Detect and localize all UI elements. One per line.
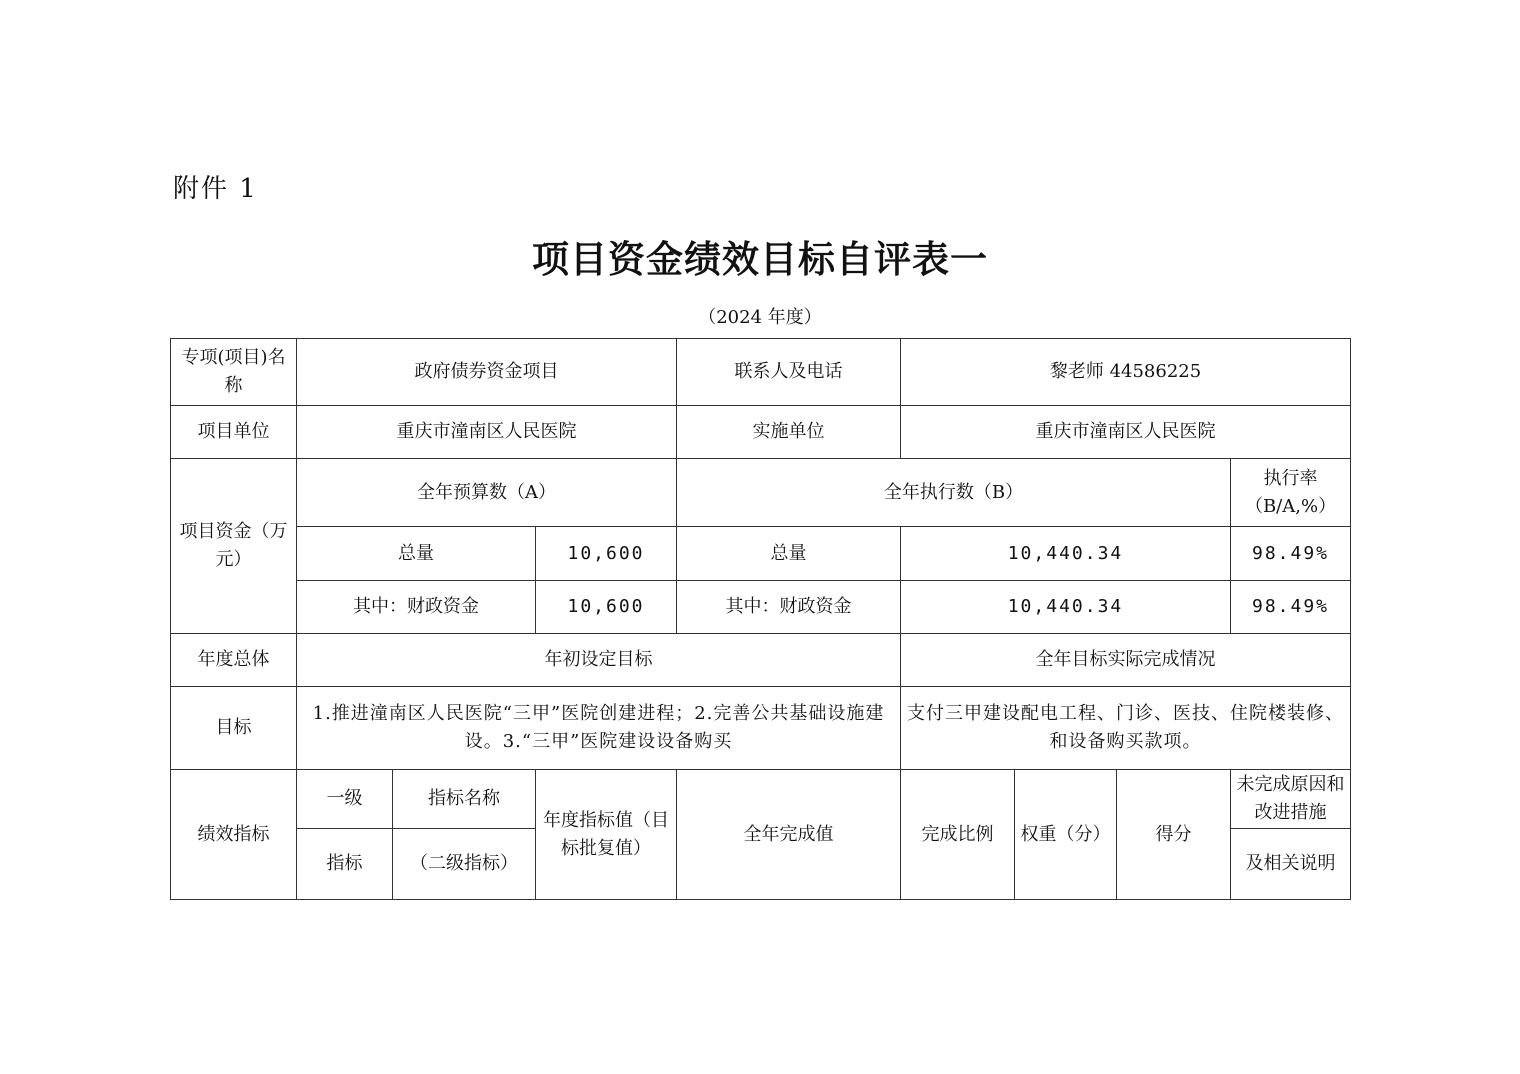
total-rate: 98.49% — [1231, 527, 1351, 581]
actual-text: 支付三甲建设配电工程、门诊、医技、住院楼装修、和设备购买款项。 — [901, 687, 1351, 770]
budget-label: 全年预算数（A） — [297, 459, 677, 527]
reason-label: 未完成原因和改进措施 — [1231, 770, 1351, 829]
page-title: 项目资金绩效目标自评表一 — [532, 237, 988, 281]
impl-value: 重庆市潼南区人民医院 — [901, 406, 1351, 459]
row-project-name — [171, 339, 1351, 406]
perf-label: 绩效指标 — [171, 770, 297, 900]
indicator-name-label: 指标名称 — [393, 770, 536, 829]
project-name-label: 专项(项目)名称 — [171, 339, 297, 406]
total-label-exec: 总量 — [677, 527, 901, 581]
evaluation-table — [170, 338, 1351, 900]
fiscal-budget: 10,600 — [536, 581, 677, 634]
attachment-label: 附件 1 — [173, 174, 258, 204]
level1-label-2: 指标 — [297, 829, 393, 900]
actual-label: 全年目标实际完成情况 — [901, 634, 1351, 687]
row-perf-header-1 — [171, 770, 1351, 829]
total-label: 总量 — [297, 527, 536, 581]
contact-value: 黎老师 44586225 — [901, 339, 1351, 406]
fiscal-label-exec: 其中：财政资金 — [677, 581, 901, 634]
project-name-value: 政府债券资金项目 — [297, 339, 677, 406]
fiscal-label: 其中：财政资金 — [297, 581, 536, 634]
total-budget: 10,600 — [536, 527, 677, 581]
indicator-name-label-2: （二级指标） — [393, 829, 536, 900]
overall-label: 年度总体 — [171, 634, 297, 687]
row-fiscal — [171, 581, 1351, 634]
score-label: 得分 — [1117, 770, 1231, 900]
annual-target-label: 年度指标值（目标批复值） — [536, 770, 677, 900]
fiscal-exec: 10,440.34 — [901, 581, 1231, 634]
unit-value: 重庆市潼南区人民医院 — [297, 406, 677, 459]
row-overall-header — [171, 634, 1351, 687]
fiscal-rate: 98.49% — [1231, 581, 1351, 634]
goal-label: 目标 — [171, 687, 297, 770]
year-label: （2024 年度） — [698, 307, 822, 328]
row-goal — [171, 687, 1351, 770]
row-funds-header — [171, 459, 1351, 527]
unit-label: 项目单位 — [171, 406, 297, 459]
annual-done-label: 全年完成值 — [677, 770, 901, 900]
rate-label: 执行率（B/A,%） — [1231, 459, 1351, 527]
initial-goal-label: 年初设定目标 — [297, 634, 901, 687]
contact-label: 联系人及电话 — [677, 339, 901, 406]
row-unit — [171, 406, 1351, 459]
row-total — [171, 527, 1351, 581]
weight-label: 权重（分） — [1015, 770, 1117, 900]
total-exec: 10,440.34 — [901, 527, 1231, 581]
level1-label: 一级 — [297, 770, 393, 829]
reason-label-2: 及相关说明 — [1231, 829, 1351, 900]
exec-label: 全年执行数（B） — [677, 459, 1231, 527]
initial-goal-text: 1.推进潼南区人民医院“三甲”医院创建进程；2.完善公共基础设施建设。3.“三甲”医院建设设备购买 — [297, 687, 901, 770]
done-ratio-label: 完成比例 — [901, 770, 1015, 900]
impl-label: 实施单位 — [677, 406, 901, 459]
funds-label: 项目资金（万元） — [171, 459, 297, 634]
